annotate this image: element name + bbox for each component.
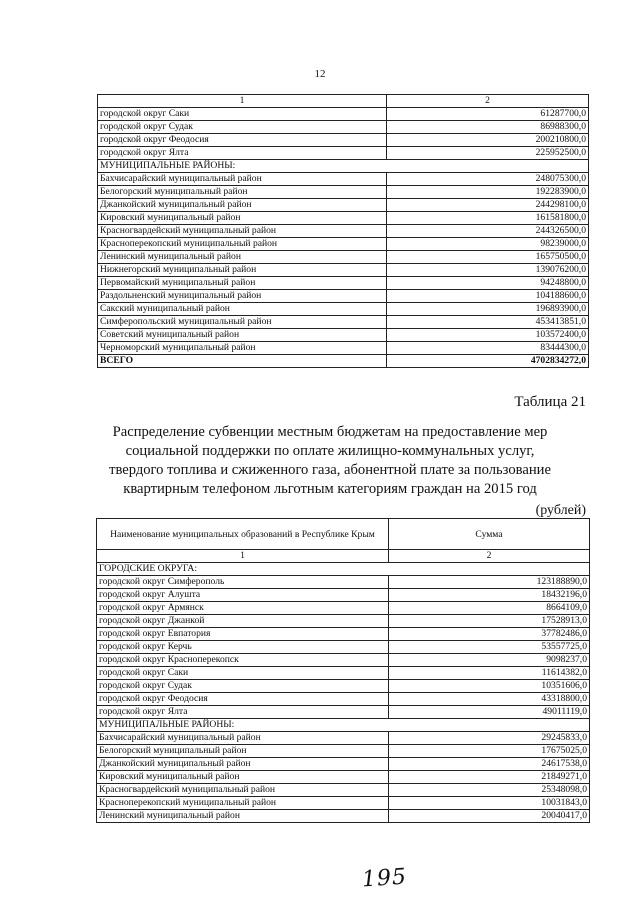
row-name-cell: Джанкойский муниципальный район [98, 199, 387, 212]
row-name-cell: городской округ Судак [97, 680, 389, 693]
row-amount-cell: 98239000,0 [387, 238, 589, 251]
table-row [98, 134, 589, 147]
row-name-cell: городской округ Алушта [97, 589, 389, 602]
row-amount-cell: 94248800,0 [387, 277, 589, 290]
total-label: ВСЕГО [98, 355, 387, 368]
table-row [98, 329, 589, 342]
row-name-cell: городской округ Красноперекопск [97, 654, 389, 667]
table-row [98, 173, 589, 186]
table-row [98, 186, 589, 199]
row-name-cell: городской округ Судак [98, 121, 387, 134]
table-row [98, 264, 589, 277]
table-row [97, 771, 590, 784]
row-name-cell: Первомайский муниципальный район [98, 277, 387, 290]
row-name-cell: городской округ Армянск [97, 602, 389, 615]
row-name-cell: городской округ Джанкой [97, 615, 389, 628]
index-row [97, 550, 590, 563]
row-amount-cell: 43318800,0 [389, 693, 590, 706]
row-name-cell: городской округ Саки [97, 667, 389, 680]
row-amount-cell: 53557725,0 [389, 641, 590, 654]
table-row [98, 108, 589, 121]
column-header-municipality: Наименование муниципальных образований в Республике Крым [97, 519, 389, 550]
row-name-cell: Белогорский муниципальный район [97, 745, 389, 758]
table-row [97, 693, 590, 706]
row-amount-cell: 244326500,0 [387, 225, 589, 238]
row-name-cell: городской округ Керчь [97, 641, 389, 654]
row-name-cell: Джанкойский муниципальный район [97, 758, 389, 771]
row-amount-cell: 24617538,0 [389, 758, 590, 771]
budget-table-continued-body [98, 95, 589, 368]
subvention-table [96, 518, 590, 823]
table-row [97, 602, 590, 615]
row-amount-cell: 200210800,0 [387, 134, 589, 147]
table-row [98, 238, 589, 251]
section-heading: ГОРОДСКИЕ ОКРУГА: [97, 563, 590, 576]
table-row [97, 680, 590, 693]
table-row [98, 316, 589, 329]
row-name-cell: Красногвардейский муниципальный район [98, 225, 387, 238]
row-name-cell: Красноперекопский муниципальный район [97, 797, 389, 810]
row-amount-cell: 244298100,0 [387, 199, 589, 212]
row-amount-cell: 103572400,0 [387, 329, 589, 342]
row-name-cell: Кировский муниципальный район [98, 212, 387, 225]
row-amount-cell: 165750500,0 [387, 251, 589, 264]
row-amount-cell: 21849271,0 [389, 771, 590, 784]
table-row [97, 706, 590, 719]
row-amount-cell: 11614382,0 [389, 667, 590, 680]
row-name-cell: Раздольненский муниципальный район [98, 290, 387, 303]
section-row [98, 160, 589, 173]
table-caption: Распределение субвенции местным бюджетам на предоставление мер социальной поддержки по оплате жилищно-коммунальных услуг, твердого топлива и сжиженного газа, абонентной плате за пользование квартирным телефоном льготным категориям граждан на 2015 год [109, 424, 551, 497]
row-name-cell: Симферопольский муниципальный район [98, 316, 387, 329]
row-name-cell: городской округ Ялта [97, 706, 389, 719]
row-amount-cell: 20040417,0 [389, 810, 590, 823]
total-row [98, 355, 589, 368]
subvention-table-body [97, 519, 590, 823]
column-index-1: 1 [97, 550, 389, 563]
row-amount-cell: 25348098,0 [389, 784, 590, 797]
row-amount-cell: 18432196,0 [389, 589, 590, 602]
row-name-cell: городской округ Симферополь [97, 576, 389, 589]
table-row [98, 290, 589, 303]
row-amount-cell: 49011119,0 [389, 706, 590, 719]
section-heading: МУНИЦИПАЛЬНЫЕ РАЙОНЫ: [98, 160, 589, 173]
budget-table-continued [97, 94, 589, 368]
column-index-2: 2 [389, 550, 590, 563]
row-amount-cell: 192283900,0 [387, 186, 589, 199]
row-amount-cell: 61287700,0 [387, 108, 589, 121]
table-row [98, 212, 589, 225]
row-name-cell: городской округ Евпатория [97, 628, 389, 641]
row-name-cell: городской округ Феодосия [97, 693, 389, 706]
column-index-2: 2 [387, 95, 589, 108]
row-amount-cell: 139076200,0 [387, 264, 589, 277]
row-name-cell: Кировский муниципальный район [97, 771, 389, 784]
row-name-cell: Бахчисарайский муниципальный район [98, 173, 387, 186]
column-header-amount: Сумма [389, 519, 590, 550]
row-name-cell: городской округ Ялта [98, 147, 387, 160]
row-amount-cell: 29245833,0 [389, 732, 590, 745]
row-amount-cell: 225952500,0 [387, 147, 589, 160]
table-row [97, 758, 590, 771]
table-row [97, 784, 590, 797]
currency-unit: (рублей) [535, 503, 586, 518]
row-name-cell: Сакский муниципальный район [98, 303, 387, 316]
section-heading: МУНИЦИПАЛЬНЫЕ РАЙОНЫ: [97, 719, 590, 732]
row-amount-cell: 123188890,0 [389, 576, 590, 589]
row-amount-cell: 8664109,0 [389, 602, 590, 615]
table-label: Таблица 21 [514, 394, 586, 410]
row-amount-cell: 37782486,0 [389, 628, 590, 641]
index-row [98, 95, 589, 108]
table-row [98, 199, 589, 212]
table-row [98, 121, 589, 134]
table-header-row [97, 519, 590, 550]
table-row [97, 576, 590, 589]
table-row [97, 589, 590, 602]
row-name-cell: городской округ Саки [98, 108, 387, 121]
row-name-cell: городской округ Феодосия [98, 134, 387, 147]
row-name-cell: Ленинский муниципальный район [97, 810, 389, 823]
row-amount-cell: 248075300,0 [387, 173, 589, 186]
row-name-cell: Черноморский муниципальный район [98, 342, 387, 355]
total-value: 4702834272,0 [387, 355, 589, 368]
row-name-cell: Советский муниципальный район [98, 329, 387, 342]
table-row [97, 654, 590, 667]
table-row [97, 628, 590, 641]
row-amount-cell: 453413851,0 [387, 316, 589, 329]
row-amount-cell: 83444300,0 [387, 342, 589, 355]
row-amount-cell: 10031843,0 [389, 797, 590, 810]
table-row [97, 615, 590, 628]
table-row [97, 745, 590, 758]
table-row [98, 251, 589, 264]
table-row [97, 810, 590, 823]
row-name-cell: Красногвардейский муниципальный район [97, 784, 389, 797]
handwritten-page-number: 195 [361, 864, 408, 893]
table-row [98, 277, 589, 290]
page-number: 12 [314, 68, 326, 80]
row-amount-cell: 104188600,0 [387, 290, 589, 303]
row-amount-cell: 161581800,0 [387, 212, 589, 225]
section-row [97, 719, 590, 732]
row-name-cell: Ленинский муниципальный район [98, 251, 387, 264]
row-amount-cell: 86988300,0 [387, 121, 589, 134]
row-name-cell: Бахчисарайский муниципальный район [97, 732, 389, 745]
row-amount-cell: 17675025,0 [389, 745, 590, 758]
row-name-cell: Красноперекопский муниципальный район [98, 238, 387, 251]
table-row [97, 667, 590, 680]
table-row [98, 225, 589, 238]
table-row [98, 342, 589, 355]
row-amount-cell: 196893900,0 [387, 303, 589, 316]
column-index-1: 1 [98, 95, 387, 108]
row-name-cell: Белогорский муниципальный район [98, 186, 387, 199]
row-amount-cell: 9098237,0 [389, 654, 590, 667]
row-name-cell: Нижнегорский муниципальный район [98, 264, 387, 277]
table-row [97, 732, 590, 745]
table-row [98, 147, 589, 160]
section-row [97, 563, 590, 576]
row-amount-cell: 10351606,0 [389, 680, 590, 693]
table-row [97, 797, 590, 810]
row-amount-cell: 17528913,0 [389, 615, 590, 628]
table-row [98, 303, 589, 316]
table-row [97, 641, 590, 654]
